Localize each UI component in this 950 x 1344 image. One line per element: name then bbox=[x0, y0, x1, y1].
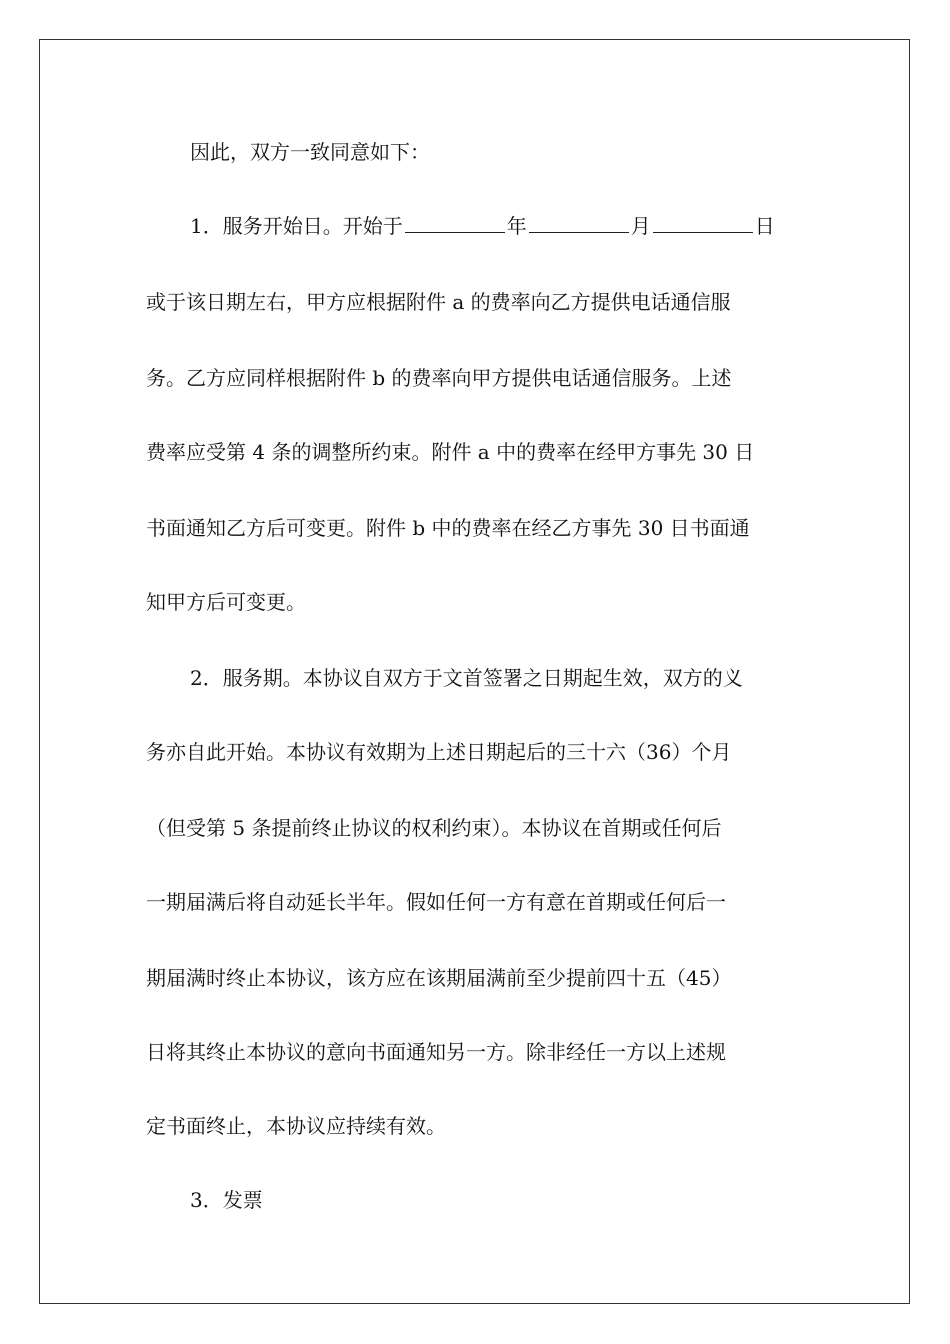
clause-2-line: （但受第 5 条提前终止协议的权利约束）。本协议在首期或任何后 bbox=[146, 816, 722, 840]
clause-1-first-line bbox=[190, 212, 775, 240]
day-unit: 日 bbox=[754, 214, 775, 238]
clause-2-line: 务亦自此开始。本协议有效期为上述日期起后的三十六（36）个月 bbox=[146, 740, 732, 764]
clause-1-line: 费率应受第 4 条的调整所约束。附件 a 中的费率在经甲方事先 30 日 bbox=[146, 440, 755, 464]
clause-2-line: 一期届满后将自动延长半年。假如任何一方有意在首期或任何后一 bbox=[146, 890, 726, 914]
day-blank bbox=[653, 212, 753, 233]
clause-2-first-line: 2．服务期。本协议自双方于文首签署之日期起生效，双方的义 bbox=[190, 666, 743, 690]
intro-paragraph: 因此，双方一致同意如下： bbox=[190, 140, 430, 164]
year-unit: 年 bbox=[506, 214, 527, 238]
clause-1-line: 或于该日期左右，甲方应根据附件 a 的费率向乙方提供电话通信服 bbox=[146, 290, 731, 314]
clause-1-lead: 1．服务开始日。开始于 bbox=[190, 214, 403, 238]
clause-2-line: 日将其终止本协议的意向书面通知另一方。除非经任一方以上述规 bbox=[146, 1040, 726, 1064]
clause-1-line: 务。乙方应同样根据附件 b 的费率向甲方提供电话通信服务。上述 bbox=[146, 366, 732, 390]
clause-2-line: 期届满时终止本协议，该方应在该期届满前至少提前四十五（45） bbox=[146, 966, 732, 990]
clause-3-heading: 3．发票 bbox=[190, 1188, 263, 1212]
clause-1-line: 书面通知乙方后可变更。附件 b 中的费率在经乙方事先 30 日书面通 bbox=[146, 516, 750, 540]
clause-2-line: 定书面终止，本协议应持续有效。 bbox=[146, 1114, 446, 1138]
month-unit: 月 bbox=[630, 214, 651, 238]
month-blank bbox=[529, 212, 629, 233]
year-blank bbox=[405, 212, 505, 233]
clause-1-line: 知甲方后可变更。 bbox=[146, 590, 306, 614]
